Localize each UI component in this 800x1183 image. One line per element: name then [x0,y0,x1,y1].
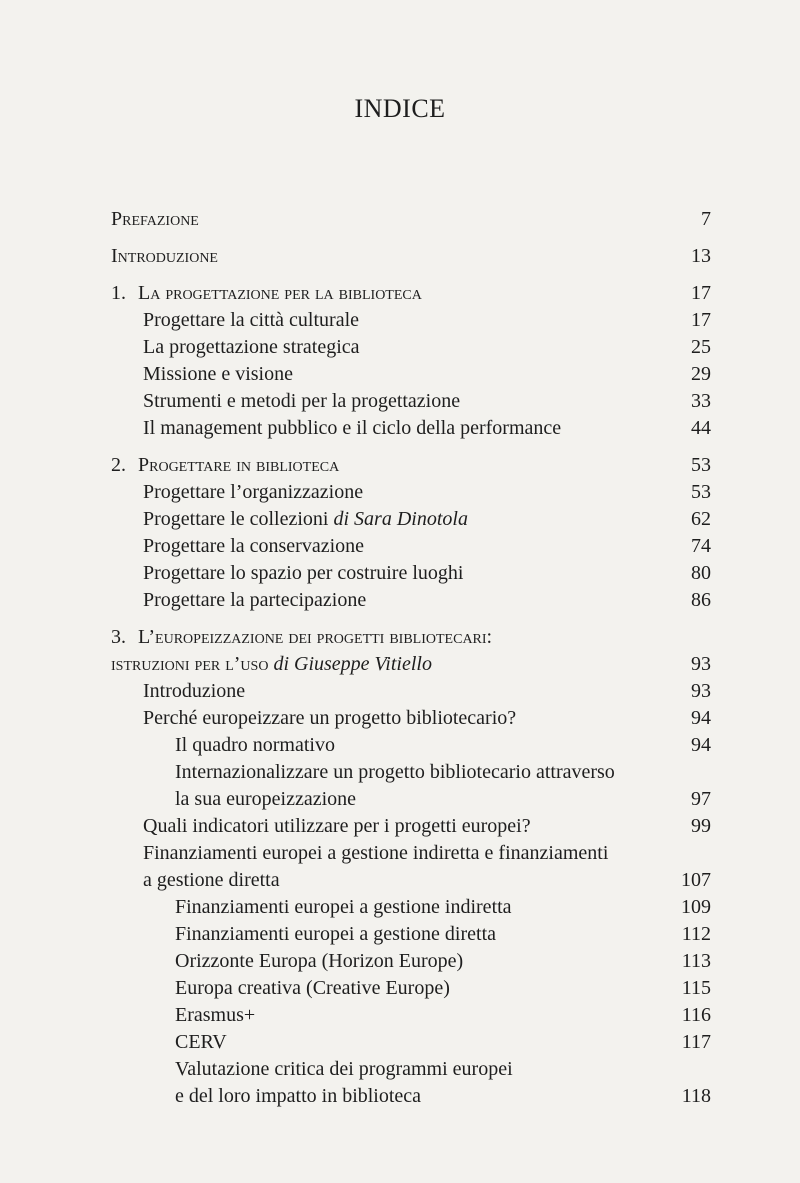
chapter-number: 2. [111,454,126,476]
toc-entry[interactable] [0,840,800,894]
toc-entry-page: 109 [681,896,711,918]
toc-entry[interactable] [0,560,800,587]
toc-entry-label: Il quadro normativo [175,734,335,756]
toc-entry-label: Prefazione [111,208,199,230]
toc-entry-page: 94 [691,734,711,756]
toc-entry-page: 115 [681,977,711,999]
toc-entry-label: Missione e visione [143,363,293,385]
toc-entry-page: 86 [691,589,711,611]
toc-entry-page: 25 [691,336,711,358]
toc-entry-label: Finanziamenti europei a gestione diretta [175,923,496,945]
toc-entry[interactable] [0,479,800,506]
toc-entry-label: Progettare la conservazione [143,535,365,557]
toc-entry-page: 116 [681,1004,711,1026]
toc-entry-author: di Giuseppe Vitiello [273,653,432,675]
toc-entry[interactable] [0,587,800,614]
toc-entry-label: Progettare in biblioteca [138,454,340,476]
toc-entry-page: 113 [681,950,711,972]
toc-entry[interactable] [0,948,800,975]
toc-entry-page: 107 [681,869,711,891]
toc-entry-label: Progettare la partecipazione [143,589,367,611]
toc-entry-page: 74 [691,535,711,557]
toc-entry-prefazione[interactable] [0,206,800,233]
toc-entry[interactable] [0,1029,800,1056]
toc-entry-label: La progettazione per la biblioteca [138,282,422,304]
toc-entry[interactable] [0,813,800,840]
toc-entry-page: 7 [701,208,711,230]
chapter-number: 1. [111,282,126,304]
toc-entry-page: 117 [681,1031,711,1053]
toc-entry-label-continued: a gestione diretta [143,869,280,891]
toc-entry-label-continued: la sua europeizzazione [175,788,357,810]
toc-entry[interactable] [0,705,800,732]
toc-entry-page: 17 [691,309,711,331]
toc-entry-label: Orizzonte Europa (Horizon Europe) [175,950,464,972]
toc-entry[interactable] [0,975,800,1002]
toc-entry-page: 53 [691,481,711,503]
toc-entry-page: 29 [691,363,711,385]
toc-entry-label: Finanziamenti europei a gestione indiretta [175,896,512,918]
toc-entry-author: di Sara Dinotola [333,508,468,530]
toc-entry[interactable] [0,759,800,813]
toc-entry-page: 17 [691,282,711,304]
toc-entry[interactable] [0,894,800,921]
toc-entry-introduzione[interactable] [0,243,800,270]
toc-chapter-1[interactable] [0,280,800,307]
toc-entry-page: 94 [691,707,711,729]
toc-entry-label: Strumenti e metodi per la progettazione [143,390,461,412]
toc-entry-label: Perché europeizzare un progetto bibliotecario? [143,707,517,729]
toc-entry-page: 112 [681,923,711,945]
toc-entry-page: 99 [691,815,711,837]
toc-entry-label: Introduzione [143,680,246,702]
toc-entry-label: Progettare l’organizzazione [143,481,364,503]
toc-entry[interactable] [0,921,800,948]
toc-entry-page: 33 [691,390,711,412]
toc-entry-label: Progettare la città culturale [143,309,360,331]
toc-entry-label: Erasmus+ [175,1004,256,1026]
table-of-contents [0,206,800,1110]
toc-entry-page: 13 [691,245,711,267]
toc-entry-page: 80 [691,562,711,584]
toc-entry[interactable] [0,506,800,533]
toc-entry-label: Progettare lo spazio per costruire luoghi [143,562,464,584]
toc-entry[interactable] [0,415,800,442]
toc-entry-label: Finanziamenti europei a gestione indiretta e finanziamenti [143,842,609,864]
toc-entry-label: Valutazione critica dei programmi europei [175,1058,513,1080]
toc-entry-label: Introduzione [111,245,218,267]
toc-entry[interactable] [0,334,800,361]
toc-entry-label: Il management pubblico e il ciclo della performance [143,417,562,439]
toc-entry-label: CERV [175,1031,227,1053]
toc-entry-label-continued: e del loro impatto in biblioteca [175,1085,422,1107]
chapter-number: 3. [111,626,126,648]
toc-entry-label: L’europeizzazione dei progetti bibliotecari: [138,626,493,648]
toc-entry-page: 93 [691,653,711,675]
toc-entry-label: Progettare le collezioni [143,508,329,530]
toc-entry-page: 44 [691,417,711,439]
toc-entry[interactable] [0,533,800,560]
toc-entry-label: La progettazione strategica [143,336,360,358]
toc-chapter-2[interactable] [0,452,800,479]
toc-entry[interactable] [0,678,800,705]
toc-entry[interactable] [0,1002,800,1029]
toc-entry-label: Quali indicatori utilizzare per i progetti europei? [143,815,531,837]
toc-entry[interactable] [0,361,800,388]
toc-entry[interactable] [0,732,800,759]
toc-entry[interactable] [0,307,800,334]
toc-entry[interactable] [0,1056,800,1110]
toc-entry-label-continued: istruzioni per l’uso [111,653,269,675]
toc-chapter-3[interactable] [0,624,800,678]
toc-entry-label: Europa creativa (Creative Europe) [175,977,450,999]
page-title: INDICE [354,94,446,123]
toc-entry-page: 62 [691,508,711,530]
toc-entry-page: 118 [681,1085,711,1107]
toc-entry[interactable] [0,388,800,415]
toc-entry-label: Internazionalizzare un progetto bibliotecario attraverso [175,761,615,783]
toc-entry-page: 97 [691,788,711,810]
toc-entry-page: 93 [691,680,711,702]
toc-entry-page: 53 [691,454,711,476]
